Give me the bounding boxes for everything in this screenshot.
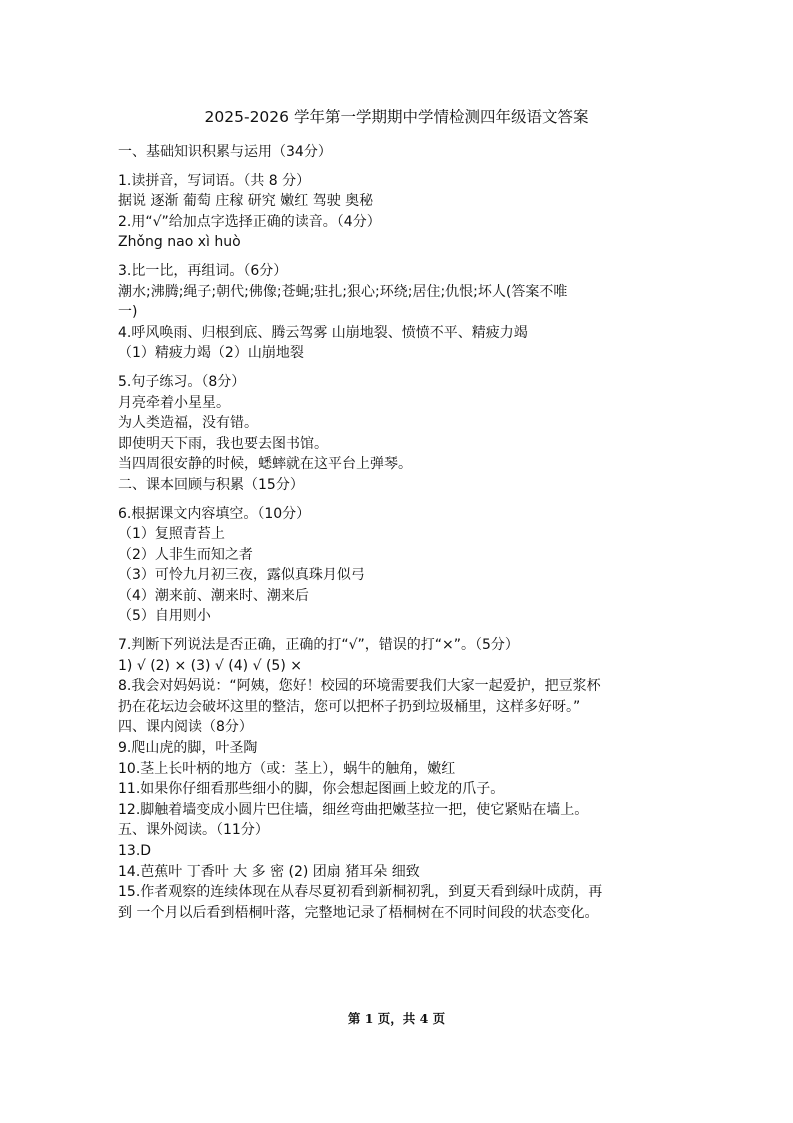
answer-line: （1）复照青苔上 xyxy=(118,526,225,543)
answer-line: 月亮牵着小星星。 xyxy=(118,394,230,411)
line-gap xyxy=(118,364,678,372)
page-title: 2025-2026 学年第一学期期中学情检测四年级语文答案 xyxy=(204,108,589,126)
answer-line: 当四周很安静的时候，蟋蟀就在这平台上弹琴。 xyxy=(118,456,412,473)
answer-content xyxy=(118,142,678,923)
answer-line: 11.如果你仔细看那些细小的脚，你会想起图画上蛟龙的爪子。 xyxy=(118,781,505,798)
answer-line: （5）自用则小 xyxy=(118,608,211,625)
answer-line: 5.句子练习。（8分） xyxy=(118,373,246,390)
answer-line: 15.作者观察的连续体现在从春尽夏初看到新桐初乳，到夏天看到绿叶成荫，再 xyxy=(118,884,603,901)
answer-line: 7.判断下列说法是否正确，正确的打“√”，错误的打“×”。（5分） xyxy=(118,637,519,654)
answer-line: 2.用“√”给加点字选择正确的读音。（4分） xyxy=(118,213,381,230)
answer-line: 9.爬山虎的脚，叶圣陶 xyxy=(118,740,258,757)
answer-line: 14.芭蕉叶 丁香叶 大 多 密 (2) 团扇 猪耳朵 细致 xyxy=(118,863,420,880)
answer-line: 1) √ (2) × (3) √ (4) √ (5) × xyxy=(118,657,302,674)
answer-line: 为人类造福，没有错。 xyxy=(118,415,258,432)
answer-line: 13.D xyxy=(118,843,152,859)
answer-line: 二、课本回顾与积累（15分） xyxy=(118,476,304,493)
answer-line: 据说 逐渐 葡萄 庄稼 研究 嫩红 驾驶 奥秘 xyxy=(118,193,374,210)
page-footer: 第 1 页，共 4 页 xyxy=(347,1011,446,1026)
answer-line: 四、课内阅读（8分） xyxy=(118,719,253,736)
answer-line: 到 一个月以后看到梧桐叶落，完整地记录了梧桐树在不同时间段的状态变化。 xyxy=(118,904,599,921)
answer-line: 1.读拼音，写词语。（共 8 分） xyxy=(118,172,311,189)
answer-line: （1）精疲力竭（2）山崩地裂 xyxy=(118,345,304,362)
answer-line: Zhǒng nao xì huò xyxy=(118,234,241,251)
line-gap xyxy=(118,163,678,171)
line-gap xyxy=(118,627,678,635)
answer-line: 10.茎上长叶柄的地方（或：茎上），蜗牛的触角，嫩红 xyxy=(118,760,456,777)
answer-line: 即使明天下雨，我也要去图书馆。 xyxy=(118,435,328,452)
answer-line: 一) xyxy=(118,304,138,321)
line-gap xyxy=(118,253,678,261)
answer-line: 潮水;沸腾;绳子;朝代;佛像;苍蝇;驻扎;狠心;环绕;居住;仇恨;坏人(答案不唯 xyxy=(118,283,568,300)
answer-line: 五、课外阅读。（11分） xyxy=(118,822,269,839)
answer-line: （4）潮来前、潮来时、潮来后 xyxy=(118,587,309,604)
answer-line: 扔在花坛边会破坏这里的整洁，您可以把杯子扔到垃圾桶里，这样多好呀。” xyxy=(118,698,581,715)
answer-line: 6.根据课文内容填空。（10分） xyxy=(118,505,311,522)
answer-line: 一、基础知识积累与运用（34分） xyxy=(118,144,332,160)
line-gap xyxy=(118,496,678,504)
answer-line: （3）可怜九月初三夜，露似真珠月似弓 xyxy=(118,567,365,584)
answer-line: 4.呼风唤雨、归根到底、腾云驾雾 山崩地裂、愤愤不平、精疲力竭 xyxy=(118,324,528,341)
answer-line: 12.脚触着墙变成小圆片巴住墙，细丝弯曲把嫩茎拉一把，使它紧贴在墙上。 xyxy=(118,801,589,818)
answer-line: 8.我会对妈妈说：“阿姨，您好！校园的环境需要我们大家一起爱护，把豆浆杯 xyxy=(118,678,601,695)
answer-line: （2）人非生而知之者 xyxy=(118,546,253,563)
answer-line: 3.比一比，再组词。（6分） xyxy=(118,262,288,279)
